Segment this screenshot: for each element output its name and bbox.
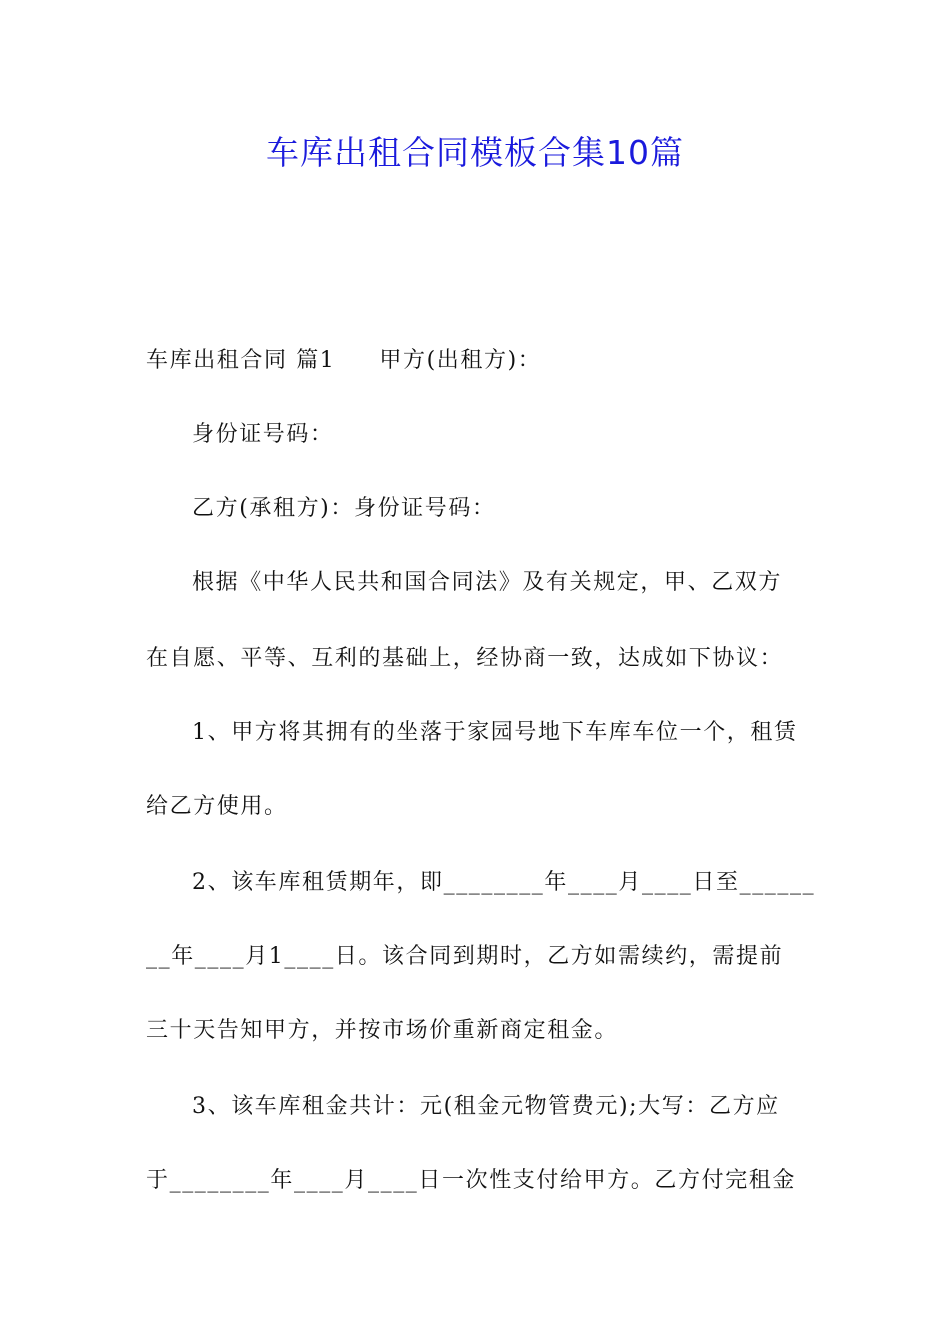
clause-1-line: 1、甲方将其拥有的坐落于家园号地下车库车位一个，租赁 bbox=[192, 720, 798, 745]
body-line: 根据《中华人民共和国合同法》及有关规定，甲、乙双方 bbox=[192, 570, 783, 595]
contract-heading-line bbox=[146, 344, 826, 378]
body-line: 于________年____月____日一次性支付给甲方。乙方付完租金 bbox=[146, 1168, 797, 1193]
id-number-a-line: 身份证号码： bbox=[192, 422, 334, 447]
body-line: 在自愿、平等、互利的基础上，经协商一致，达成如下协议： bbox=[146, 646, 784, 671]
document-title: 车库出租合同模板合集10篇 bbox=[266, 133, 684, 172]
clause-3-line: 3、该车库租金共计：元(租金元物管费元);大写：乙方应 bbox=[192, 1094, 780, 1119]
body-line: 三十天告知甲方，并按市场价重新商定租金。 bbox=[146, 1018, 619, 1043]
contract-heading-label: 车库出租合同 篇1 bbox=[146, 348, 336, 373]
clause-2-line: 2、该车库租赁期年，即________年____月____日至______ bbox=[192, 870, 816, 895]
party-a-label: 甲方(出租方)： bbox=[379, 348, 542, 373]
body-line: 给乙方使用。 bbox=[146, 794, 288, 819]
body-line: __年____月1____日。该合同到期时，乙方如需续约，需提前 bbox=[146, 944, 784, 969]
party-b-line: 乙方(承租方)：身份证号码： bbox=[192, 496, 496, 521]
